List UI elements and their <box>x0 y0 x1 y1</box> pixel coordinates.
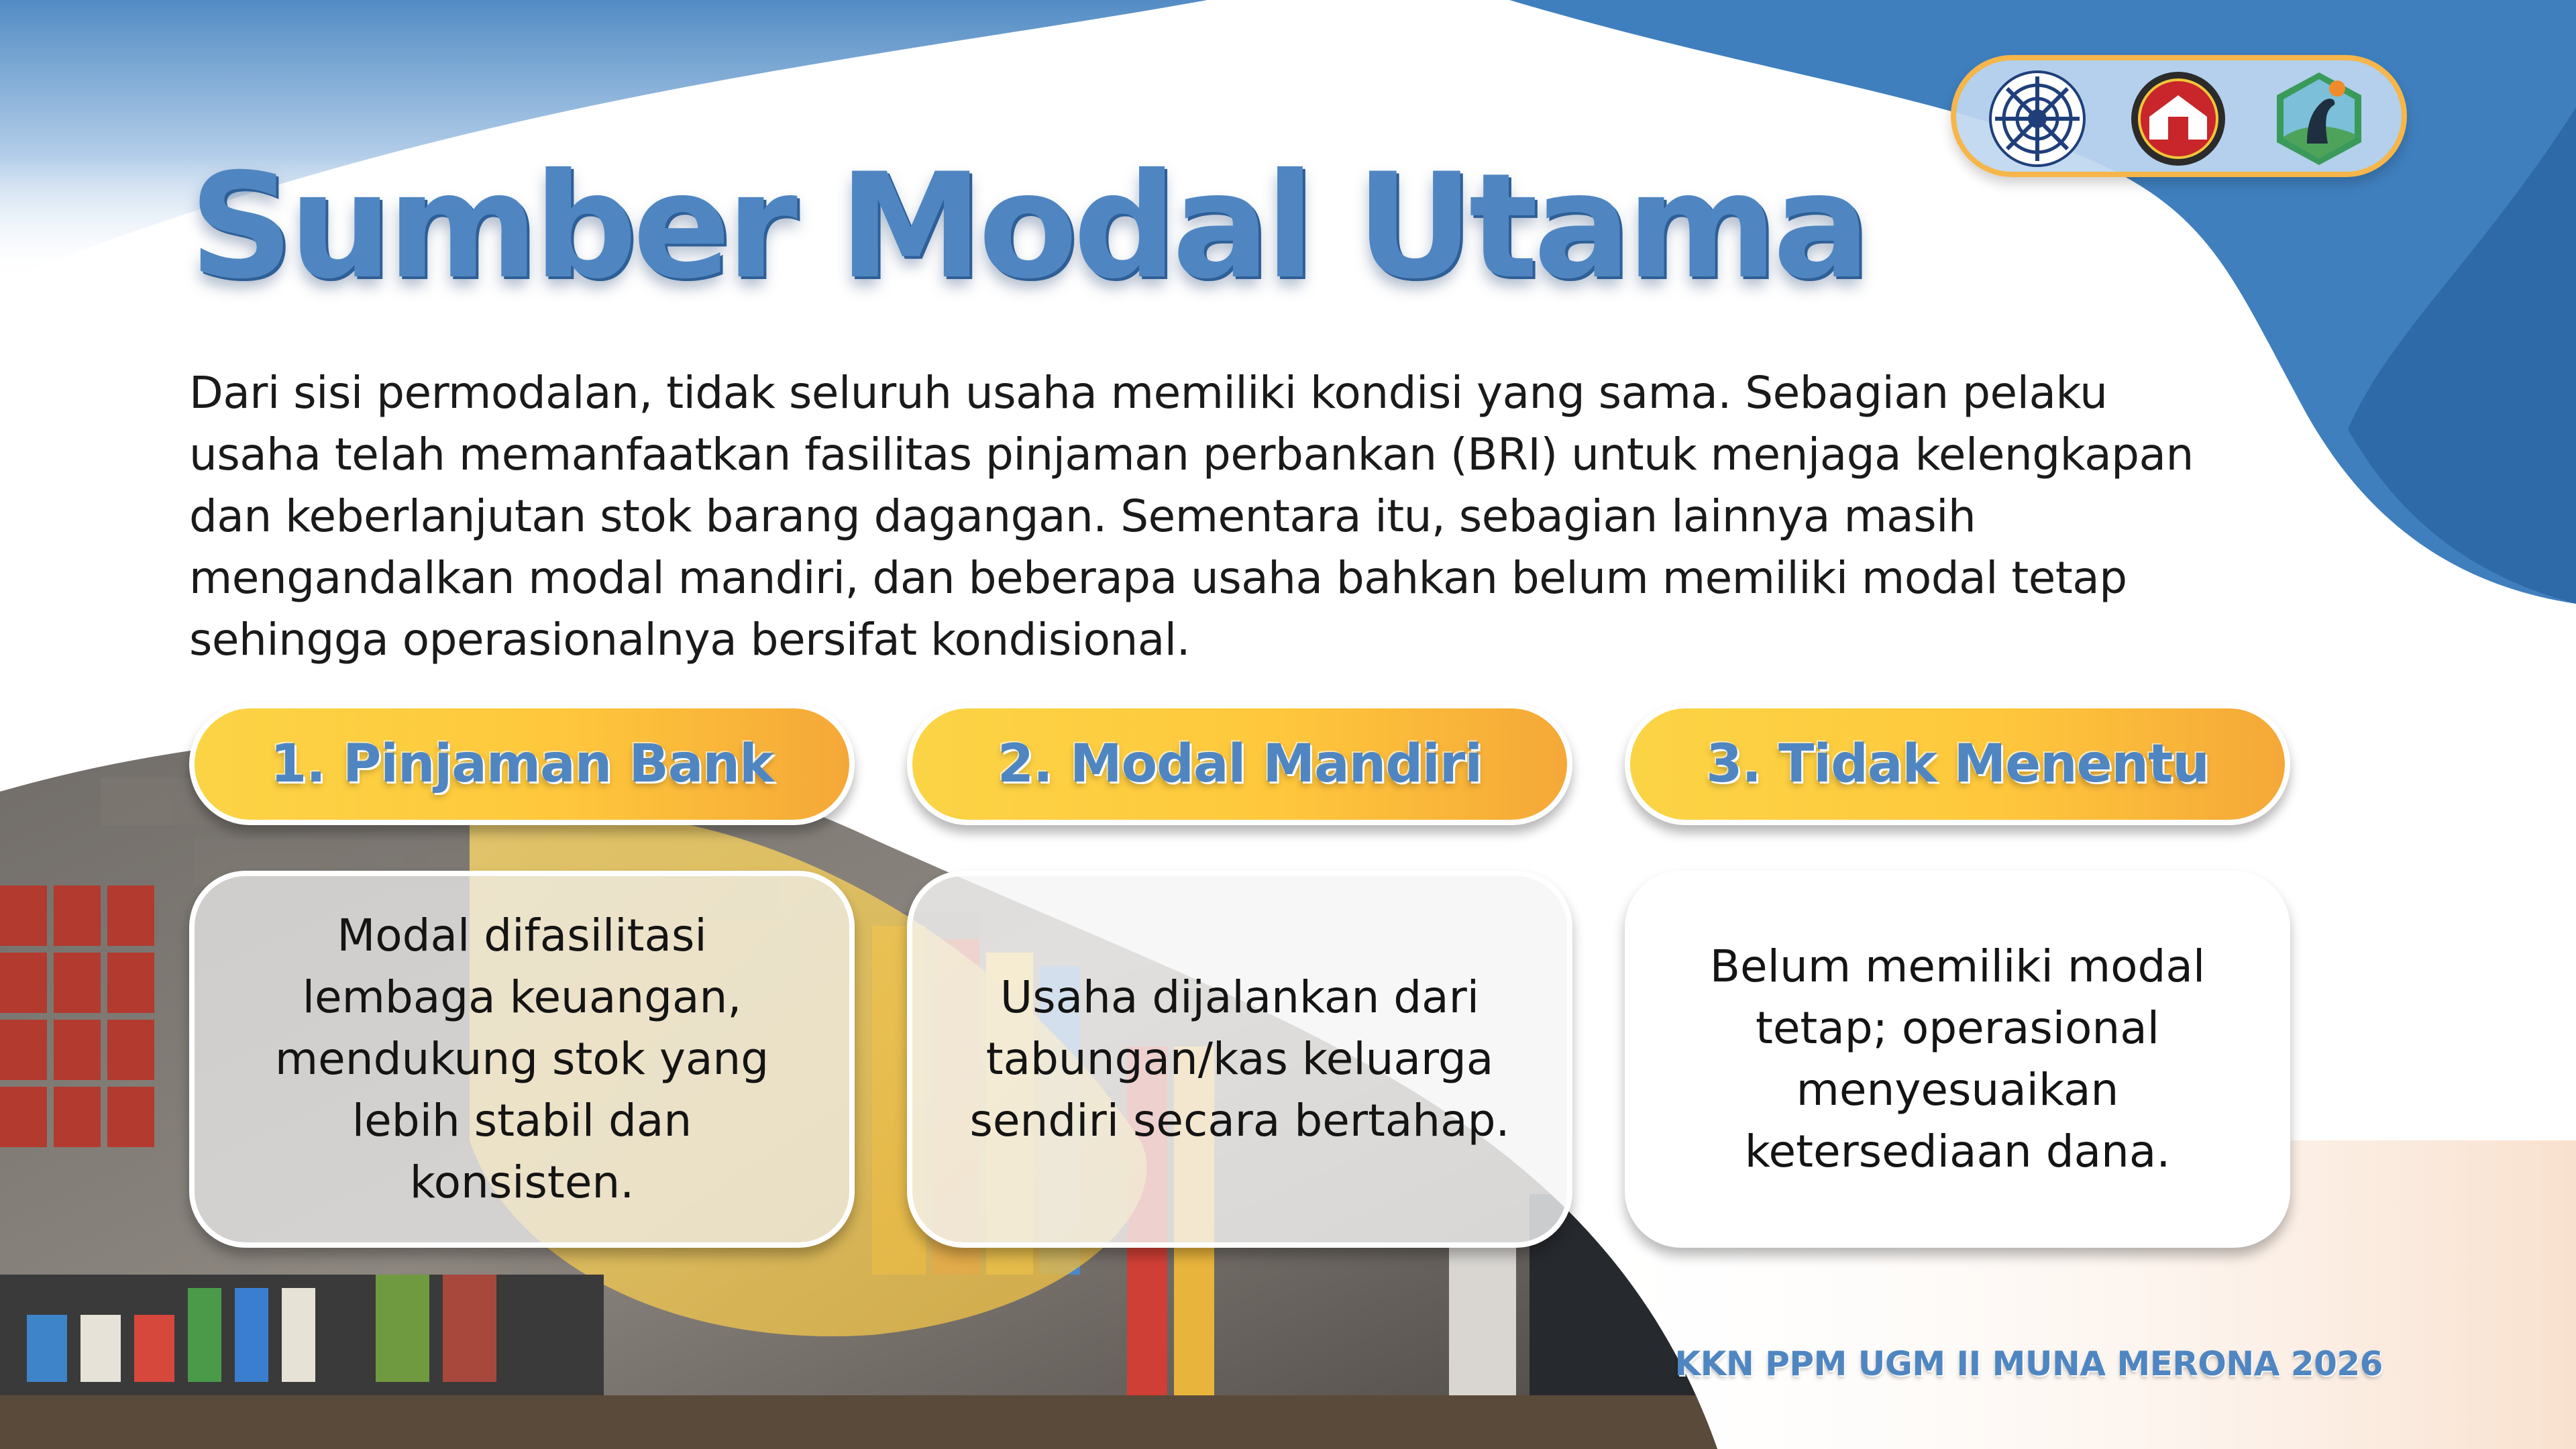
page-title: Sumber Modal Utama <box>189 142 1866 311</box>
category-pill-modal-mandiri <box>907 703 1572 825</box>
category-pill-tidak-menentu <box>1625 703 2290 825</box>
card-description: Modal difasilitasi lembaga keuangan, mendukung stok yang lebih stabil dan konsisten. <box>274 910 769 1208</box>
card-description: Usaha dijalankan dari tabungan/kas keluarga sendiri secara bertahap. <box>969 971 1510 1146</box>
category-label: 1. Pinjaman Bank <box>270 734 773 794</box>
red-emblem-icon <box>2129 70 2227 168</box>
card-tidak-menentu <box>1625 871 2290 1248</box>
horse-hexagon-icon <box>2270 70 2368 168</box>
card-description: Belum memiliki modal tetap; operasional menyesuaikan ketersediaan dana. <box>1709 941 2206 1177</box>
card-pinjaman-bank <box>189 871 855 1248</box>
ugm-seal-icon <box>1988 70 2086 168</box>
card-modal-mandiri <box>907 871 1572 1248</box>
category-pill-pinjaman-bank <box>189 703 855 825</box>
category-label: 2. Modal Mandiri <box>997 734 1483 794</box>
category-label: 3. Tidak Menentu <box>1706 734 2209 794</box>
footer-label: KKN PPM UGM II MUNA MERONA 2026 <box>1674 1344 2383 1383</box>
intro-paragraph: Dari sisi permodalan, tidak seluruh usaha memiliki kondisi yang sama. Sebagian pelaku usaha telah memanfaatkan fasilitas pinjaman perbankan (BRI) untuk menjaga kelengkapan dan keberlanjutan stok barang dagangan. Sementara itu, sebagian lainnya masih mengandalkan modal mandiri, dan beberapa usaha bahkan belum memiliki modal tetap sehingga operasionalnya bersifat kondisional. <box>189 367 2194 665</box>
logo-group <box>1951 55 2407 177</box>
